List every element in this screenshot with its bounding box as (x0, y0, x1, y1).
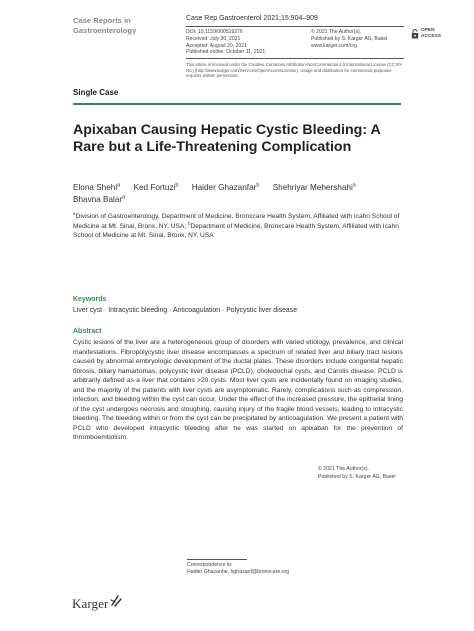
open-access-lock-icon (411, 29, 419, 39)
doi: DOI: 10.1159/000519276 (186, 29, 243, 35)
journal-name-line2: Gastroenterology (73, 26, 137, 35)
karger-logo (72, 594, 122, 614)
author: Ked Fortuzi$^b$ (133, 182, 179, 192)
correspondence-label: Correspondence to: (187, 562, 233, 568)
open-access-label (421, 28, 451, 39)
license-text: This article is licensed under the Creative Commons Attribution-NonCommercial 4.0 International License (CC BY-NC) (http://www.karger.com/Services/OpenAccessLicense). Usage and distribution for commercial purposes requires written permission. (186, 62, 403, 79)
author: Shehriyar Mehershahi$^a$ (272, 182, 356, 192)
publisher-line: Published by S. Karger AG, Basel (318, 474, 396, 480)
correspondence (187, 562, 387, 576)
keywords-list: Liver cyst · Intracystic bleeding · Anticoagulation · Polycystic liver disease (73, 307, 298, 314)
affiliation-marker-a: a (73, 210, 76, 216)
karger-logo-text: Karger (72, 596, 109, 611)
abstract-copyright (318, 465, 428, 481)
author: Haider Ghazanfar$^b$ (191, 182, 260, 192)
open-access-line2: ACCESS (421, 33, 441, 39)
author-list (73, 182, 413, 206)
copyright-line: © 2021 The Author(s). (318, 466, 370, 472)
accepted-date: Accepted: August 20, 2021 (186, 42, 247, 49)
citation: Case Rep Gastroenterol 2021;15:904–909 (186, 14, 404, 27)
affiliation-a: Division of Gastroenterology, Department of Medicine, Bronxcare Health System, Affiliated with Icahn School of Medicine at Mt. Sinai, Bronx, NY, USA; (73, 213, 400, 230)
journal-name (73, 16, 173, 36)
meta-publisher (311, 29, 404, 56)
affiliation-marker-b: b (187, 220, 191, 226)
section-divider (73, 103, 401, 105)
affiliation-b: Department of Medicine, Bronxcare Health System, Affiliated with Icahn School of Medicine at Mt. Sinai, Bronx, NY, USA (73, 222, 399, 239)
correspondence-divider (187, 559, 247, 560)
affiliations (73, 212, 401, 241)
open-access-line1: OPEN (421, 28, 435, 33)
received-date: Received: July 30, 2021 (186, 35, 241, 42)
author: Elona Shehi$^a$ (73, 182, 121, 192)
meta-publisher-line: Published by S. Karger AG, Basel (311, 35, 388, 42)
published-date: Published online: October 11, 2021 (186, 49, 266, 56)
section-label: Single Case (73, 88, 119, 97)
abstract-body: Cystic lesions of the liver are a heterogeneous group of disorders with varied etiology, prevalence, and clinical manifestations. Fibropolycystic liver disease encompasses a spectrum of related liver and biliary tract lesions caused by abnormal embryologic development of the ductal plates. These disorders include congenital hepatic fibrosis, biliary hamartomas, polycystic liver disease (PCLD), choledochal cysts, and Carolis disease. PCLD is arbitrarily defined as a liver that contains >20 cysts. Most liver cysts are incidentally found on imaging studies, and the majority of the patients with liver cysts are asymptomatic. Rarely, complications such as compression, infection, and bleeding within the cyst can occur. Under the effect of the increased pressure, the epithelial lining of the cyst undergoes necrosis and sloughing, causing injury of the fragile blood vessels, leading to intracystic bleeding. The bleeding within or from the cyst can be precipitated by anticoagulation. We present a patient with PCLD who developed intracystic bleeding after he was started on apixaban for the prevention of thromboembolism. (73, 339, 403, 441)
author: Bhavna Balar$^a$ (73, 194, 126, 204)
meta-columns (186, 29, 404, 59)
article-title: Apixaban Causing Hepatic Cystic Bleeding: A Rare but a Life-Threatening Complication (73, 122, 381, 155)
abstract-heading: Abstract (73, 328, 102, 335)
journal-name-line1: Case Reports in (73, 16, 131, 25)
article-meta (186, 14, 404, 79)
karger-logo-mark-icon (109, 593, 122, 609)
keywords-heading: Keywords (73, 296, 107, 303)
journal-website-link[interactable]: www.karger.com/crg (311, 42, 357, 49)
meta-copyright: © 2021 The Author(s). (311, 29, 362, 35)
meta-dates (186, 29, 311, 56)
correspondence-contact[interactable]: Haider Ghazanfar, hghazanf@bronxcare.org (187, 569, 290, 575)
